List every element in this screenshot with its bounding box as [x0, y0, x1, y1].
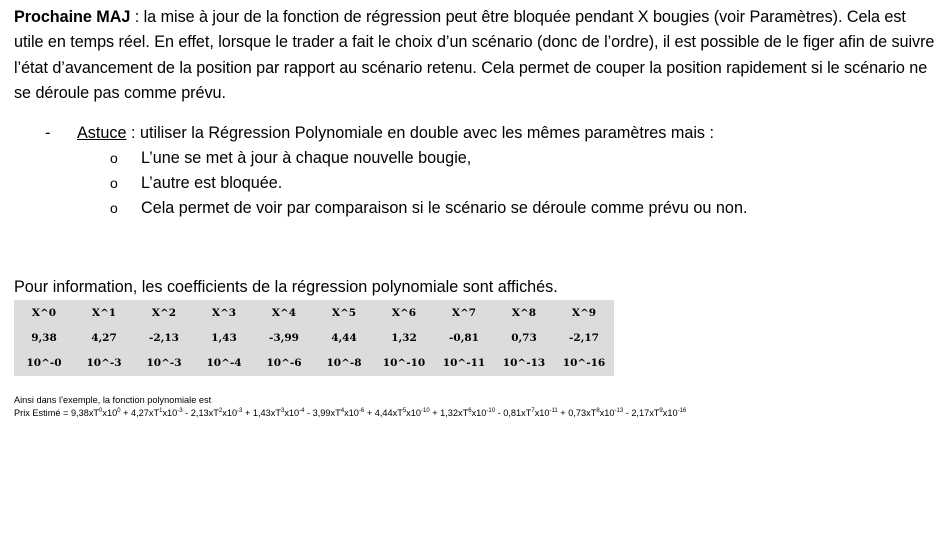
formula-exponent: -13: [614, 408, 624, 414]
table-header-cell: X^4: [271, 306, 297, 319]
paragraph-text: : la mise à jour de la fonction de régression peut être bloquée pendant X bougies (voir Paramètres). Cela est utile en temps réel. En effet, lorsque le trader a fait le choix d’un scénario (donc de l’ordre), il est possible de le figer afin de suivre l’état d’avancement de la position par rapport au scénario retenu. Cela permet de couper la position rapidement si le scénario ne se déroule pas comme prévu.: [14, 8, 935, 102]
table-cell: -2,17: [569, 331, 599, 344]
table-cell: -3,99: [269, 331, 299, 344]
coefficients-table: [14, 300, 614, 376]
sub-bullet-marker: o: [110, 200, 118, 216]
sub-list-item: [110, 196, 747, 221]
formula-power: 9: [659, 408, 663, 414]
formula-exponent: -3: [237, 408, 243, 414]
table-header-cell: X^6: [391, 306, 417, 319]
table-cell: 10^-4: [206, 357, 242, 370]
table-header-cell: X^3: [211, 306, 237, 319]
sub-bullet-marker: o: [110, 175, 118, 191]
formula-exponent: -10: [486, 408, 496, 414]
table-cell: 4,27: [91, 331, 117, 344]
formula-line: [14, 407, 686, 419]
table-cell: 10^-8: [326, 357, 362, 370]
table-header-row: [14, 300, 614, 325]
formula-power: 0: [99, 408, 103, 414]
table-cell: -0,81: [449, 331, 479, 344]
table-header-cell: X^5: [331, 306, 357, 319]
table-cell: 0,73: [511, 331, 537, 344]
table-header-cell: X^2: [151, 306, 177, 319]
formula-exponent: -10: [421, 408, 430, 414]
formula-exponent: -16: [677, 408, 687, 414]
example-caption: Ainsi dans l’exemple, la fonction polynomiale est: [14, 395, 212, 405]
formula-power: 7: [531, 408, 535, 414]
formula-terms: [71, 408, 686, 418]
table-cell: 10^-13: [502, 357, 546, 370]
table-cell: -2,13: [149, 331, 179, 344]
table-cell: 10^-11: [442, 357, 486, 370]
main-paragraph: [14, 5, 939, 106]
formula-term: + $1,43xT^3x10^{-4}$: [242, 408, 305, 418]
formula-term: - $2,13xT^2x10^{-3}$: [182, 408, 243, 418]
table-cell: 10^-16: [562, 357, 606, 370]
table-cell: 9,38: [31, 331, 57, 344]
table-cell: 10^-3: [86, 357, 122, 370]
formula-exponent: -4: [299, 408, 305, 414]
table-cell: 1,32: [391, 331, 417, 344]
formula-term: + $1,32xT^6x10^{-10}$: [429, 408, 496, 418]
bullet-dash: -: [45, 124, 51, 142]
formula-term: - $3,99xT^4x10^{-6}$: [304, 408, 365, 418]
table-header-cell: X^0: [31, 306, 57, 319]
formula-power: 4: [340, 408, 345, 414]
tip-text: : utiliser la Régression Polynomiale en double avec les mêmes paramètres mais :: [126, 124, 715, 142]
table-cell: 10^-6: [266, 357, 302, 370]
formula-power: 3: [280, 408, 285, 414]
sub-item-text: Cela permet de voir par comparaison si le scénario se déroule comme prévu ou non.: [141, 199, 748, 217]
formula-exponent: -3: [177, 408, 183, 414]
formula-power: 2: [218, 408, 223, 414]
table-header-cell: X^9: [571, 306, 597, 319]
formula-power: 6: [468, 408, 472, 414]
sub-list-item: [110, 171, 282, 196]
formula-power: 8: [596, 408, 600, 414]
formula-prefix: Prix Estimé =: [14, 408, 71, 418]
table-row-scales: [14, 351, 614, 376]
sub-list-item: [110, 146, 471, 171]
formula-exponent: -11: [549, 408, 558, 414]
formula-term: - $2,17xT^9x10^{-16}$: [623, 408, 687, 418]
formula-term: - $0,81xT^7x10^{-11}$: [495, 408, 558, 418]
table-row-coefficients: [14, 325, 614, 350]
table-cell: 10^-3: [146, 357, 182, 370]
sub-bullet-marker: o: [110, 150, 118, 166]
formula-term: + $4,44xT^5x10^{-10}$: [364, 408, 430, 418]
table-cell: 1,43: [211, 331, 237, 344]
formula-term: $9,38xT^0x10^0$: [70, 408, 121, 418]
table-header-cell: X^1: [91, 306, 117, 319]
table-header-cell: X^7: [451, 306, 477, 319]
tip-bullet: [45, 121, 714, 146]
table-cell: 10^-10: [382, 357, 426, 370]
formula-term: + $0,73xT^8x10^{-13}$: [557, 408, 624, 418]
table-cell: 4,44: [331, 331, 357, 344]
sub-item-text: L’une se met à jour à chaque nouvelle bougie,: [141, 149, 472, 167]
table-header-cell: X^8: [511, 306, 537, 319]
formula-exponent: 0: [117, 408, 121, 414]
formula-term: + $4,27xT^1x10^{-3}$: [120, 408, 183, 418]
tip-label: Astuce: [77, 124, 127, 142]
sub-item-text: L’autre est bloquée.: [141, 174, 283, 192]
info-text: Pour information, les coefficients de la régression polynomiale sont affichés.: [14, 278, 558, 296]
formula-exponent: -6: [358, 408, 365, 414]
formula-power: 5: [402, 408, 407, 414]
table-cell: 10^-0: [26, 357, 62, 370]
paragraph-bold-label: Prochaine MAJ: [14, 8, 131, 26]
formula-power: 1: [159, 408, 163, 414]
